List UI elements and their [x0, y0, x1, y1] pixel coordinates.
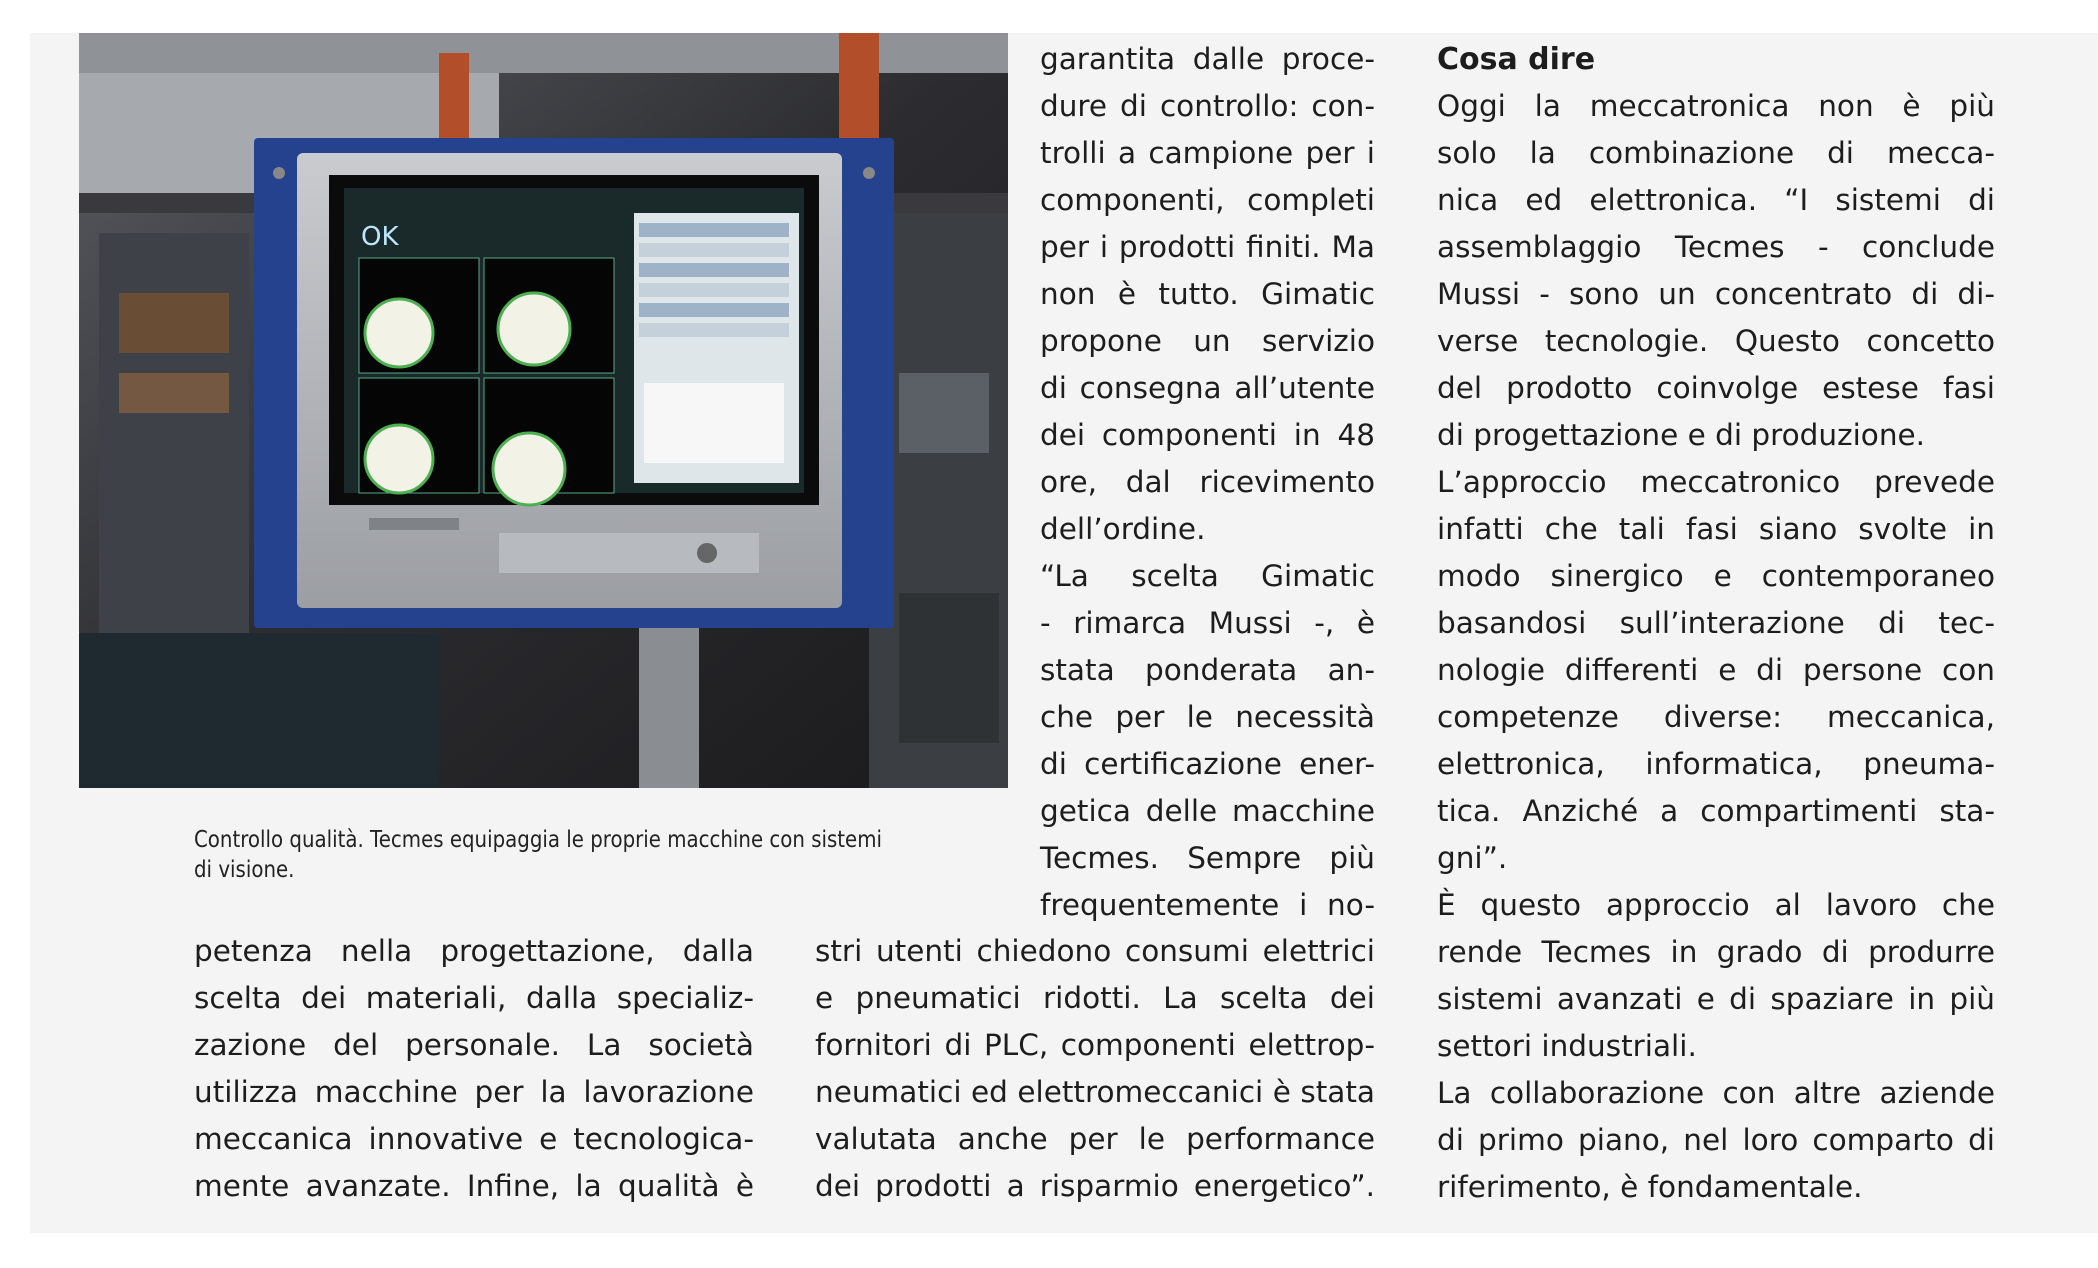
article-photo — [79, 33, 1008, 788]
text-line: di primo piano, nel loro comparto di — [1437, 1123, 1995, 1157]
column-middle-top — [1040, 36, 1375, 929]
column-middle-bottom — [815, 928, 1375, 1210]
text-line: rende Tecmes in grado di produrre — [1437, 935, 1995, 969]
text-line: e pneumatici ridotti. La scelta dei — [815, 981, 1375, 1015]
text-line: Oggi la meccatronica non è più — [1437, 89, 1995, 123]
text-line: sistemi avanzati e di spaziare in più — [1437, 982, 1995, 1016]
text-line: solo la combinazione di mecca- — [1437, 136, 1995, 170]
text-line: gni”. — [1437, 841, 1508, 875]
text-line: nica ed elettronica. “I sistemi di — [1437, 183, 1995, 217]
text-line: zazione del personale. La società — [194, 1028, 754, 1062]
caption-line: di visione. — [194, 857, 295, 883]
text-line: neumatici ed elettromeccanici è stata — [815, 1075, 1375, 1109]
text-line: per i prodotti finiti. Ma — [1040, 230, 1375, 264]
text-line: stri utenti chiedono consumi elettrici — [815, 934, 1375, 968]
text-line: che per le necessità — [1040, 700, 1375, 734]
text-line: dell’ordine. — [1040, 512, 1206, 546]
text-line: È questo approccio al lavoro che — [1437, 888, 1995, 922]
text-line: di progettazione e di produzione. — [1437, 418, 1926, 452]
text-line: “La scelta Gimatic — [1040, 559, 1375, 593]
text-line: stata ponderata an- — [1040, 653, 1375, 687]
text-line: propone un servizio — [1040, 324, 1375, 358]
text-line: frequentemente i no- — [1040, 888, 1375, 922]
text-line: dure di controllo: con- — [1040, 89, 1375, 123]
text-line: elettronica, informatica, pneuma- — [1437, 747, 1995, 781]
text-line: di certificazione ener- — [1040, 747, 1375, 781]
text-line: modo sinergico e contemporaneo — [1437, 559, 1995, 593]
text-line: assemblaggio Tecmes - conclude — [1437, 230, 1995, 264]
text-line: - rimarca Mussi -, è — [1040, 606, 1375, 640]
text-line: valutata anche per le performance — [815, 1122, 1375, 1156]
column-right — [1437, 36, 1995, 1211]
caption-line: Controllo qualità. Tecmes equipaggia le proprie macchine con sistemi — [194, 827, 882, 853]
column-left-bottom — [194, 928, 754, 1210]
text-line: infatti che tali fasi siano svolte in — [1437, 512, 1995, 546]
text-line: La collaborazione con altre aziende — [1437, 1076, 1995, 1110]
text-line: garantita dalle proce- — [1040, 42, 1375, 76]
text-line: L’approccio meccatronico prevede — [1437, 465, 1995, 499]
text-line: riferimento, è fondamentale. — [1437, 1170, 1863, 1204]
text-line: componenti, completi — [1040, 183, 1375, 217]
text-line: dei componenti in 48 — [1040, 418, 1375, 452]
text-line: del prodotto coinvolge estese fasi — [1437, 371, 1995, 405]
text-line: mente avanzate. Infine, la qualità è — [194, 1169, 754, 1203]
text-line: verse tecnologie. Questo concetto — [1437, 324, 1995, 358]
text-line: dei prodotti a risparmio energetico”. — [815, 1169, 1375, 1203]
text-line: fornitori di PLC, componenti elettrop- — [815, 1028, 1375, 1062]
text-line: scelta dei materiali, dalla specializ- — [194, 981, 754, 1015]
text-line: utilizza macchine per la lavorazione — [194, 1075, 754, 1109]
screen-ok-label: OK — [361, 222, 399, 252]
text-line: ore, dal ricevimento — [1040, 465, 1375, 499]
text-line: non è tutto. Gimatic — [1040, 277, 1375, 311]
text-line: nologie differenti e di persone con — [1437, 653, 1995, 687]
vision-panel-photo — [79, 33, 1008, 788]
text-line: getica delle macchine — [1040, 794, 1375, 828]
photo-caption — [194, 825, 985, 885]
text-line: settori industriali. — [1437, 1029, 1697, 1063]
text-line: tica. Anziché a compartimenti sta- — [1437, 794, 1995, 828]
text-line: di consegna all’utente — [1040, 371, 1375, 405]
text-line: meccanica innovative e tecnologica- — [194, 1122, 754, 1156]
text-line: basandosi sull’interazione di tec- — [1437, 606, 1995, 640]
text-line: competenze diverse: meccanica, — [1437, 700, 1995, 734]
text-line: Mussi - sono un concentrato di di- — [1437, 277, 1995, 311]
section-heading: Cosa dire — [1437, 42, 1596, 77]
text-line: trolli a campione per i — [1040, 136, 1375, 170]
text-line: Tecmes. Sempre più — [1040, 841, 1375, 875]
text-line: petenza nella progettazione, dalla — [194, 934, 754, 968]
